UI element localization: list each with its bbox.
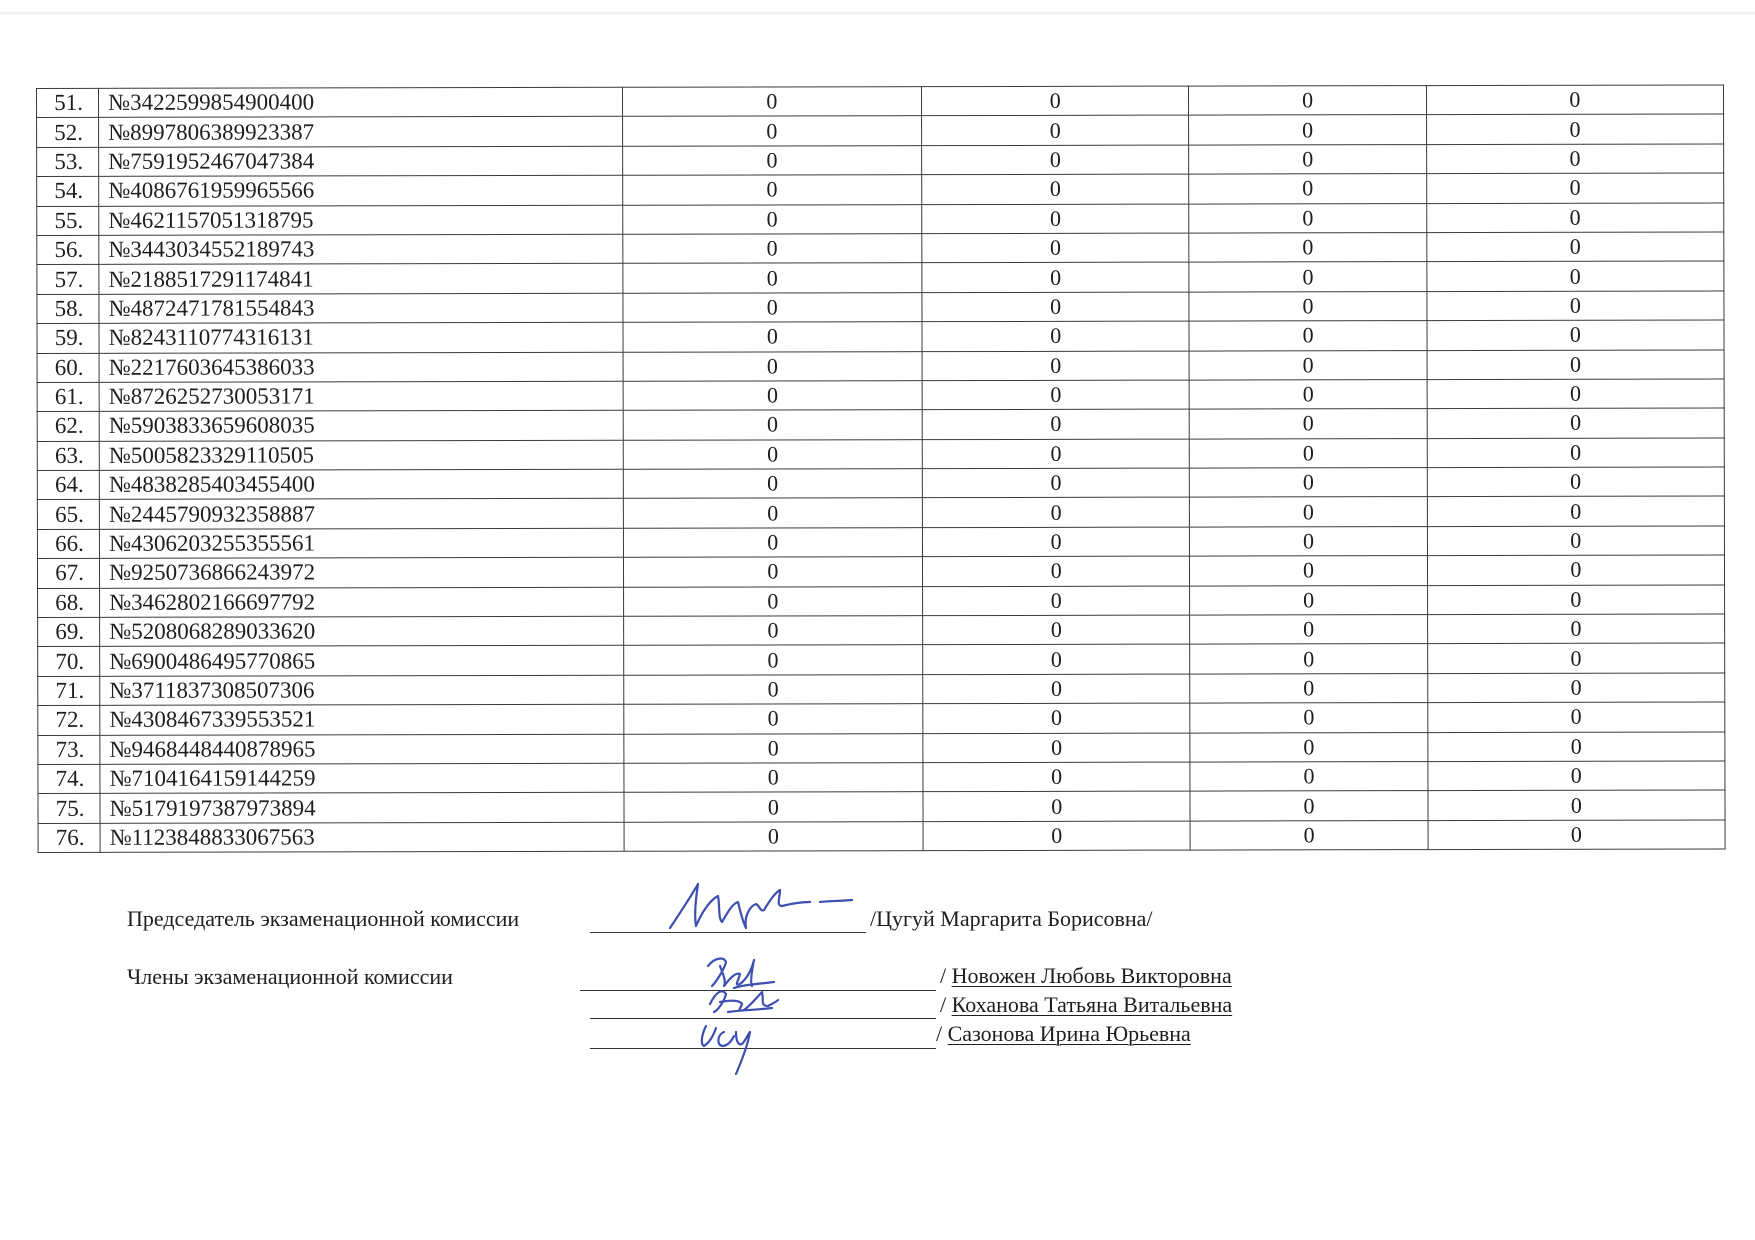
participant-code: №1123848833067563 xyxy=(100,822,624,852)
participant-code: №8243110774316131 xyxy=(99,322,623,352)
participant-code: №7104164159144259 xyxy=(100,763,624,793)
row-number: 58. xyxy=(37,294,99,324)
score-cell: 0 xyxy=(1426,173,1723,203)
score-cell: 0 xyxy=(922,145,1189,175)
score-cell: 0 xyxy=(1189,115,1426,145)
member-signatures xyxy=(690,952,780,1078)
score-cell: 0 xyxy=(922,204,1189,234)
score-cell: 0 xyxy=(922,468,1189,498)
score-cell: 0 xyxy=(623,733,923,763)
row-number: 52. xyxy=(37,118,99,148)
score-cell: 0 xyxy=(1190,791,1427,821)
participant-code: №3443034552189743 xyxy=(99,234,623,264)
score-cell: 0 xyxy=(1428,820,1725,850)
score-cell: 0 xyxy=(1426,85,1723,115)
score-cell: 0 xyxy=(624,821,924,851)
score-cell: 0 xyxy=(1189,291,1426,321)
participant-code: №4872471781554843 xyxy=(99,293,623,323)
score-cell: 0 xyxy=(1190,526,1427,556)
participant-code: №4086761959965566 xyxy=(99,175,623,205)
row-number: 65. xyxy=(37,500,99,530)
row-number: 67. xyxy=(37,559,99,589)
score-cell: 0 xyxy=(1190,820,1427,850)
participant-code: №3422599854900400 xyxy=(99,87,623,117)
score-cell: 0 xyxy=(623,616,923,646)
score-cell: 0 xyxy=(622,87,922,117)
score-cell: 0 xyxy=(623,322,923,352)
score-cell: 0 xyxy=(922,439,1189,469)
participant-code: №2445790932358887 xyxy=(99,499,623,529)
participant-code: №9468448440878965 xyxy=(100,734,624,764)
score-cell: 0 xyxy=(1427,702,1724,732)
score-cell: 0 xyxy=(622,234,922,264)
score-cell: 0 xyxy=(1427,673,1724,703)
score-cell: 0 xyxy=(1190,497,1427,527)
score-cell: 0 xyxy=(1190,409,1427,439)
members-label: Члены экзаменационной комиссии xyxy=(127,964,453,989)
score-cell: 0 xyxy=(624,792,924,822)
score-cell: 0 xyxy=(922,262,1189,292)
participant-code: №2188517291174841 xyxy=(99,264,623,294)
score-cell: 0 xyxy=(922,233,1189,263)
score-cell: 0 xyxy=(1427,291,1724,321)
row-number: 57. xyxy=(37,265,99,295)
score-cell: 0 xyxy=(623,704,923,734)
score-cell: 0 xyxy=(1427,320,1724,350)
score-cell: 0 xyxy=(923,762,1190,792)
score-cell: 0 xyxy=(923,674,1190,704)
score-cell: 0 xyxy=(1427,349,1724,379)
score-cell: 0 xyxy=(1189,203,1426,233)
score-cell: 0 xyxy=(1427,555,1724,585)
row-number: 55. xyxy=(37,206,99,236)
chair-label: Председатель экзаменационной комиссии xyxy=(127,906,520,931)
score-cell: 0 xyxy=(1189,262,1426,292)
score-cell: 0 xyxy=(623,498,923,528)
participant-code: №5179197387973894 xyxy=(100,793,624,823)
score-cell: 0 xyxy=(623,351,923,381)
row-number: 62. xyxy=(37,412,99,442)
score-cell: 0 xyxy=(1189,144,1426,174)
score-cell: 0 xyxy=(1189,321,1426,351)
score-cell: 0 xyxy=(623,292,923,322)
score-cell: 0 xyxy=(1427,232,1724,262)
score-cell: 0 xyxy=(1189,174,1426,204)
participant-code: №4308467339553521 xyxy=(100,704,624,734)
score-cell: 0 xyxy=(922,527,1189,557)
score-cell: 0 xyxy=(624,763,924,793)
row-number: 70. xyxy=(38,647,100,677)
row-number: 56. xyxy=(37,235,99,265)
score-cell: 0 xyxy=(922,351,1189,381)
row-number: 74. xyxy=(38,764,100,794)
score-cell: 0 xyxy=(622,263,922,293)
score-cell: 0 xyxy=(623,381,923,411)
score-cell: 0 xyxy=(623,645,923,675)
row-number: 63. xyxy=(37,441,99,471)
score-cell: 0 xyxy=(922,380,1189,410)
participant-code: №6900486495770865 xyxy=(100,646,624,676)
score-cell: 0 xyxy=(923,703,1190,733)
score-cell: 0 xyxy=(923,645,1190,675)
score-cell: 0 xyxy=(1428,732,1725,762)
score-cell: 0 xyxy=(623,469,923,499)
score-cell: 0 xyxy=(1189,379,1426,409)
score-cell: 0 xyxy=(1427,438,1724,468)
score-cell: 0 xyxy=(923,791,1190,821)
participant-code: №4838285403455400 xyxy=(99,469,623,499)
score-cell: 0 xyxy=(1426,114,1723,144)
score-cell: 0 xyxy=(1190,703,1427,733)
participant-code: №5005823329110505 xyxy=(99,440,623,470)
score-cell: 0 xyxy=(923,586,1190,616)
participant-code: №9250736866243972 xyxy=(100,558,624,588)
score-cell: 0 xyxy=(1426,144,1723,174)
score-cell: 0 xyxy=(1427,379,1724,409)
participant-code: №8726252730053171 xyxy=(99,381,623,411)
score-cell: 0 xyxy=(1190,438,1427,468)
score-cell: 0 xyxy=(1190,762,1427,792)
participant-code: №4621157051318795 xyxy=(99,205,623,235)
participant-code: №3711837308507306 xyxy=(100,675,624,705)
chair-signature xyxy=(660,876,860,934)
score-cell: 0 xyxy=(922,498,1189,528)
score-cell: 0 xyxy=(923,821,1190,851)
row-number: 71. xyxy=(38,676,100,706)
participant-code: №8997806389923387 xyxy=(99,117,623,147)
row-number: 60. xyxy=(37,353,99,383)
row-number: 69. xyxy=(38,617,100,647)
score-cell: 0 xyxy=(1190,556,1427,586)
score-cell: 0 xyxy=(622,204,922,234)
score-cell: 0 xyxy=(622,145,922,175)
participant-code: №7591952467047384 xyxy=(99,146,623,176)
score-cell: 0 xyxy=(623,528,923,558)
member-name-2: / Коханова Татьяна Витальевна xyxy=(940,992,1233,1017)
score-cell: 0 xyxy=(623,674,923,704)
score-cell: 0 xyxy=(922,86,1189,116)
score-cell: 0 xyxy=(922,409,1189,439)
score-cell: 0 xyxy=(1428,761,1725,791)
score-cell: 0 xyxy=(1190,585,1427,615)
score-cell: 0 xyxy=(1427,467,1724,497)
score-cell: 0 xyxy=(922,321,1189,351)
participant-code: №5208068289033620 xyxy=(100,616,624,646)
score-cell: 0 xyxy=(1428,790,1725,820)
score-cell: 0 xyxy=(1427,408,1724,438)
score-cell: 0 xyxy=(1190,673,1427,703)
row-number: 72. xyxy=(38,706,100,736)
row-number: 73. xyxy=(38,735,100,765)
row-number: 59. xyxy=(37,323,99,353)
score-cell: 0 xyxy=(623,557,923,587)
member-name-1: / Новожен Любовь Викторовна xyxy=(940,963,1232,988)
score-cell: 0 xyxy=(623,410,923,440)
row-number: 76. xyxy=(38,823,100,853)
score-cell: 0 xyxy=(1190,615,1427,645)
row-number: 54. xyxy=(37,177,99,207)
chair-name: /Цугуй Маргарита Борисовна/ xyxy=(870,906,1153,931)
participant-code: №4306203255355561 xyxy=(100,528,624,558)
score-cell: 0 xyxy=(923,615,1190,645)
participant-code: №5903833659608035 xyxy=(99,411,623,441)
score-cell: 0 xyxy=(1190,732,1427,762)
score-cell: 0 xyxy=(923,733,1190,763)
score-cell: 0 xyxy=(922,115,1189,145)
score-cell: 0 xyxy=(1189,350,1426,380)
row-number: 66. xyxy=(37,529,99,559)
score-cell: 0 xyxy=(622,175,922,205)
participant-code: №2217603645386033 xyxy=(99,352,623,382)
score-cell: 0 xyxy=(622,116,922,146)
score-cell: 0 xyxy=(1189,233,1426,263)
row-number: 64. xyxy=(37,470,99,500)
row-number: 61. xyxy=(37,382,99,412)
score-cell: 0 xyxy=(923,556,1190,586)
participant-code: №3462802166697792 xyxy=(100,587,624,617)
score-cell: 0 xyxy=(1427,643,1724,673)
score-cell: 0 xyxy=(1426,203,1723,233)
row-number: 68. xyxy=(38,588,100,618)
score-cell: 0 xyxy=(922,292,1189,322)
row-number: 75. xyxy=(38,794,100,824)
member-name-3: / Сазонова Ирина Юрьевна xyxy=(936,1021,1191,1046)
score-cell: 0 xyxy=(1190,644,1427,674)
score-cell: 0 xyxy=(1427,526,1724,556)
score-cell: 0 xyxy=(1190,468,1427,498)
score-cell: 0 xyxy=(1427,585,1724,615)
score-cell: 0 xyxy=(1427,614,1724,644)
score-cell: 0 xyxy=(1427,496,1724,526)
row-number: 53. xyxy=(37,147,99,177)
score-cell: 0 xyxy=(922,174,1189,204)
row-number: 51. xyxy=(37,88,99,118)
score-cell: 0 xyxy=(623,439,923,469)
score-cell: 0 xyxy=(1189,86,1426,116)
score-cell: 0 xyxy=(1427,261,1724,291)
score-cell: 0 xyxy=(623,586,923,616)
